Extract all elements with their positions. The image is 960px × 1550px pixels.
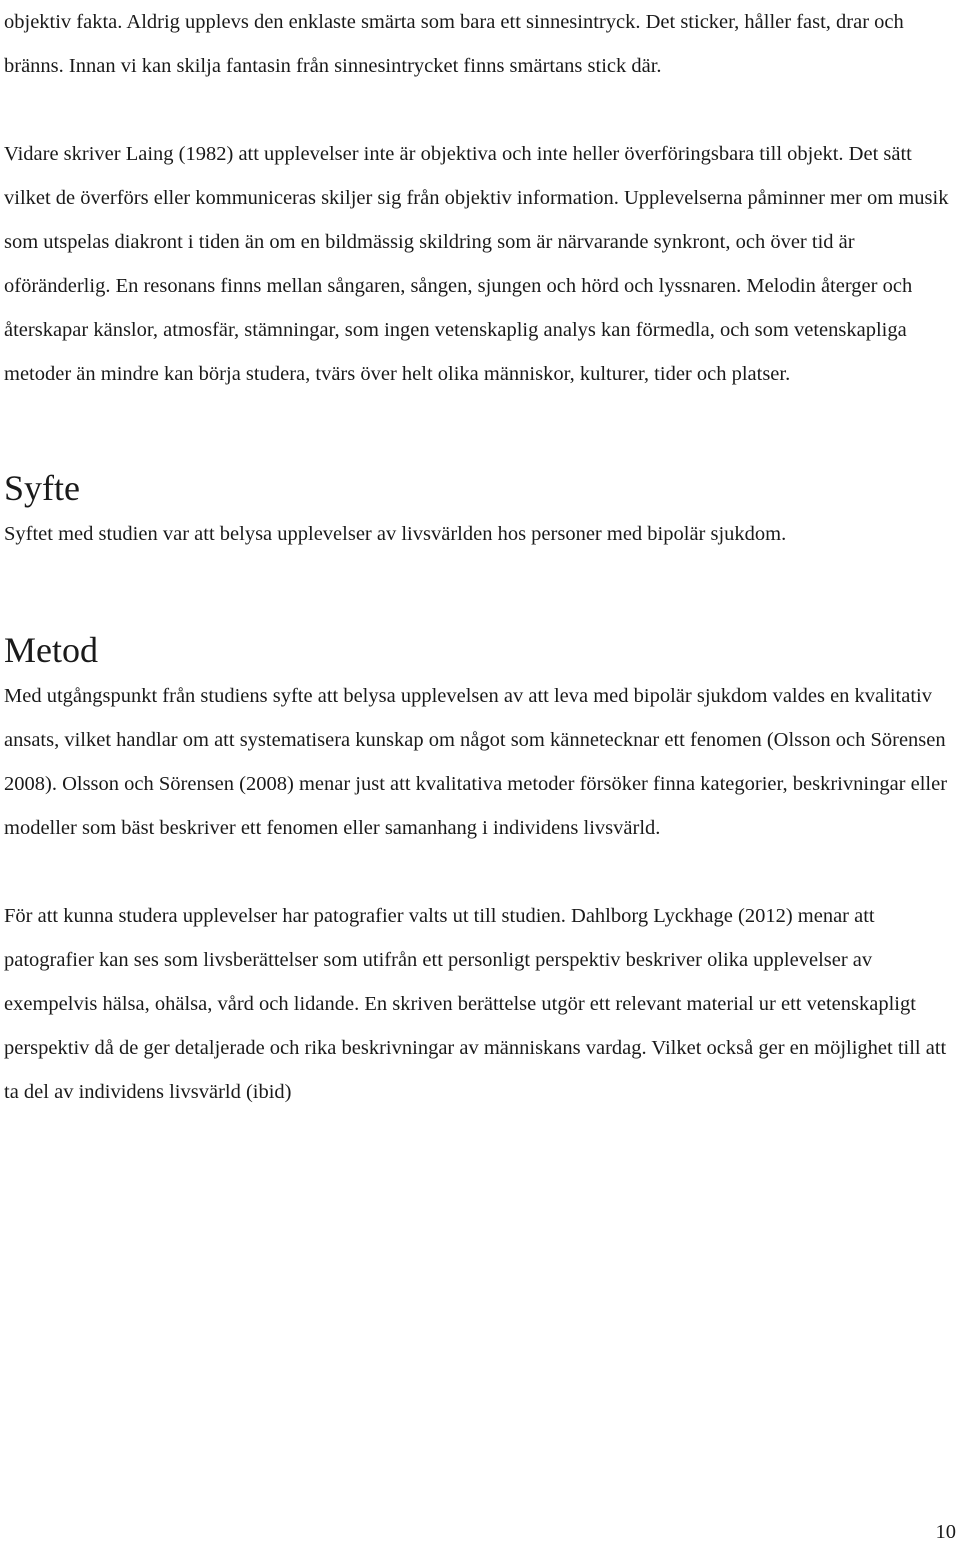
document-page xyxy=(4,0,952,1114)
section-heading-metod: Metod xyxy=(4,630,98,670)
metod-paragraph-2: För att kunna studera upplevelser har patografier valts ut till studien. Dahlborg Lyckhage (2012) menar att patografier kan ses som livsberättelser som utifrån ett personligt perspektiv beskriver olika upplevelser av exempelvis hälsa, ohälsa, vård och lidande. En skriven berättelse utgör ett relevant material ur ett vetenskapligt perspektiv då de ger detaljerade och rika beskrivningar av människans vardag. Vilket också ger en möjlighet till att ta del av individens livsvärld (ibid) xyxy=(4,905,947,1103)
page-number: 10 xyxy=(935,1521,956,1543)
intro-paragraph-1: objektiv fakta. Aldrig upplevs den enklaste smärta som bara ett sinnesintryck. Det sticker, håller fast, drar och bränns. Innan vi kan skilja fantasin från sinnesintrycket finns smärtans stick där. xyxy=(4,11,904,77)
section-heading-syfte: Syfte xyxy=(4,468,80,508)
metod-paragraph-1: Med utgångspunkt från studiens syfte att belysa upplevelsen av att leva med bipolär sjukdom valdes en kvalitativ ansats, vilket handlar om att systematisera kunskap om något som kännetecknar ett fenomen (Olsson och Sörensen 2008). Olsson och Sörensen (2008) menar just att kvalitativa metoder försöker finna kategorier, beskrivningar eller modeller som bäst beskriver ett fenomen eller samanhang i individens livsvärld. xyxy=(4,685,948,839)
intro-paragraph-2: Vidare skriver Laing (1982) att upplevelser inte är objektiva och inte heller överföringsbara till objekt. Det sätt vilket de överförs eller kommuniceras skiljer sig från objektiv information. Upplevelserna påminner mer om musik som utspelas diakront i tiden än om en bildmässig skildring som är närvarande synkront, och över tid är oföränderlig. En resonans finns mellan sångaren, sången, sjungen och hörd och lyssnaren. Melodin återger och återskapar känslor, atmosfär, stämningar, som ingen vetenskaplig analys kan förmedla, och som vetenskapliga metoder än mindre kan börja studera, tvärs över helt olika människor, kulturer, tider och platser. xyxy=(4,143,949,385)
syfte-paragraph: Syftet med studien var att belysa upplevelser av livsvärlden hos personer med bipolär sjukdom. xyxy=(4,523,787,545)
